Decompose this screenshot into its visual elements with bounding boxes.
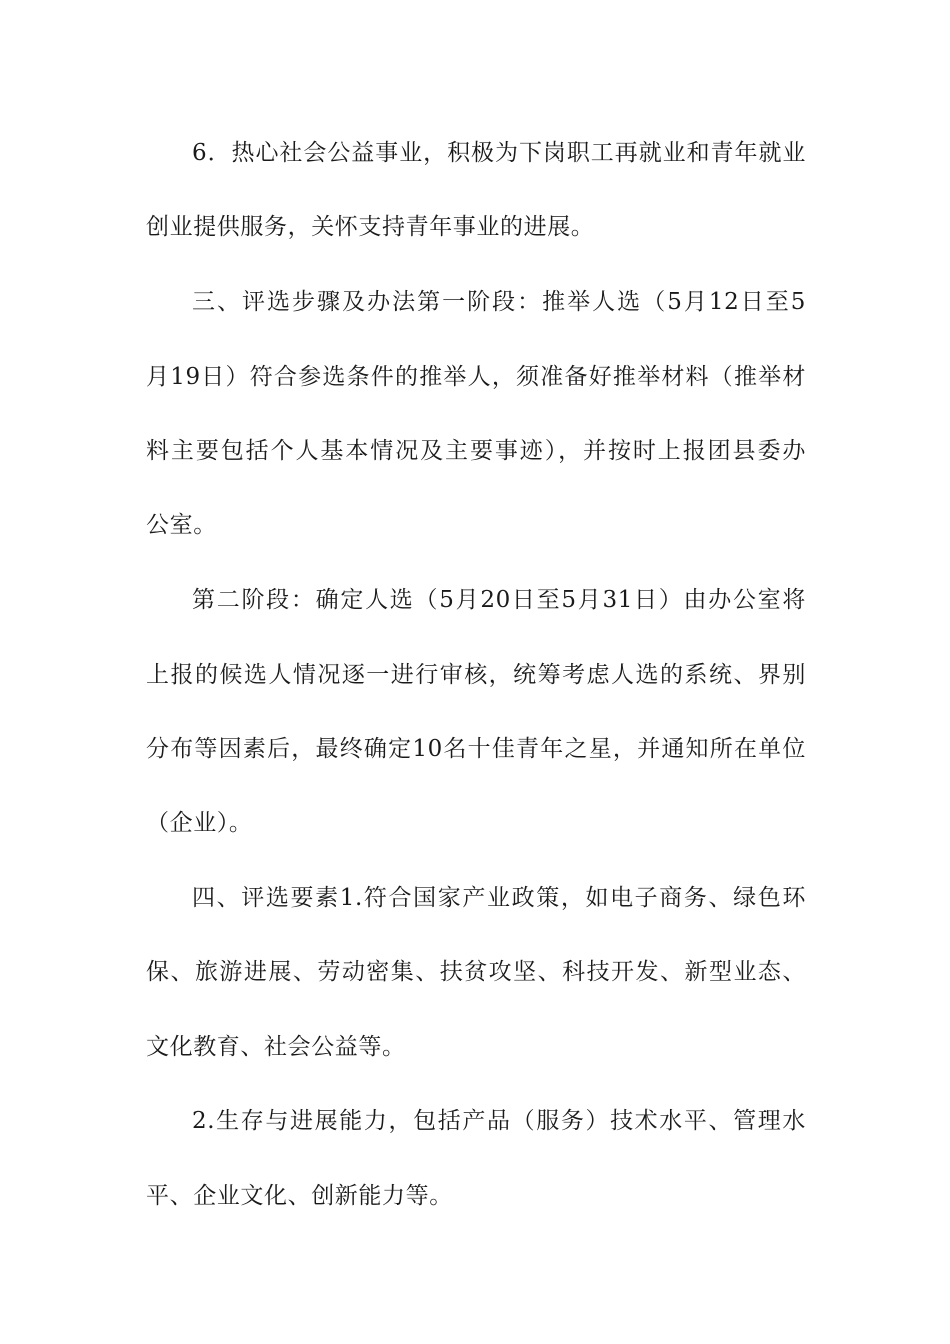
paragraph-line: 分布等因素后，最终确定10名十佳青年之星，并通知所在单位: [146, 736, 806, 762]
paragraph-line: 四、评选要素1.符合国家产业政策，如电子商务、绿色环: [192, 885, 806, 911]
paragraph-line: （企业）。: [146, 810, 253, 836]
paragraph-line: 平、企业文化、创新能力等。: [146, 1183, 453, 1209]
paragraph-line: 公室。: [146, 512, 217, 538]
paragraph-line: 料主要包括个人基本情况及主要事迹），并按时上报团县委办: [146, 438, 806, 464]
paragraph-line: 6．热心社会公益事业，积极为下岗职工再就业和青年就业: [192, 140, 806, 166]
paragraph-line: 月19日）符合参选条件的推举人，须准备好推举材料（推举材: [146, 364, 806, 390]
paragraph-line: 上报的候选人情况逐一进行审核，统筹考虑人选的系统、界别: [146, 662, 806, 688]
paragraph-line: 三、评选步骤及办法第一阶段：推举人选（5月12日至5: [192, 289, 806, 315]
paragraph-line: 保、旅游进展、劳动密集、扶贫攻坚、科技开发、新型业态、: [146, 959, 806, 985]
paragraph-line: 2.生存与进展能力，包括产品（服务）技术水平、管理水: [192, 1108, 806, 1134]
paragraph-line: 第二阶段：确定人选（5月20日至5月31日）由办公室将: [192, 587, 806, 613]
paragraph-line: 文化教育、社会公益等。: [146, 1034, 406, 1060]
paragraph-line: 创业提供服务，关怀支持青年事业的进展。: [146, 214, 595, 240]
